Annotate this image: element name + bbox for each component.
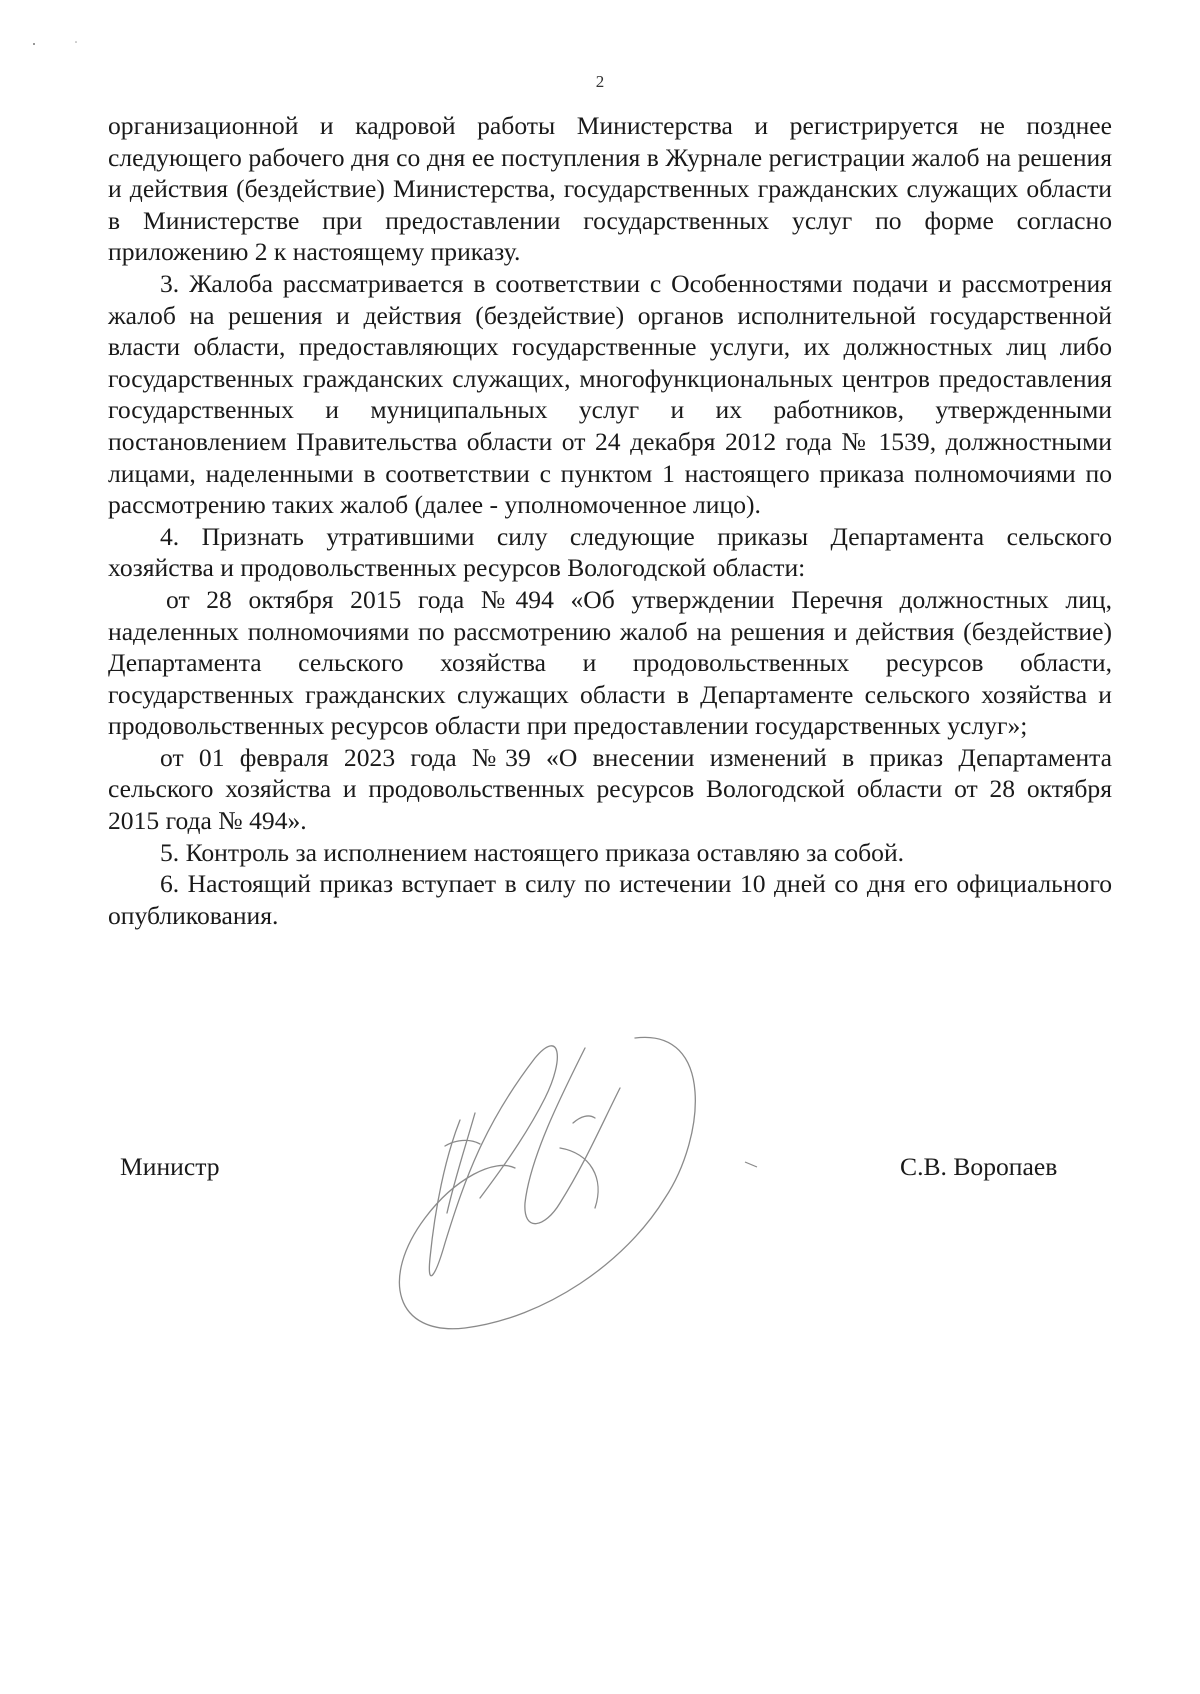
signatory-name: С.В. Воропаев [900,1152,1058,1181]
signatory-position: Министр [120,1152,220,1181]
paragraph-item-3: 3. Жалоба рассматривается в соответствии с Особенностями подачи и рассмотрения жалоб на решения и действия (бездействие) органов исполнительной государственной власти области, предоставляющих государственные услуги, их должностных лиц либо государственных гражданских служащих, многофункциональных центров предоставления государственных и муниципальных услуг и их работников, утвержденными постановлением Правительства области от 24 декабря 2012 года № 1539, должностными лицами, наделенными в соответствии с пунктом 1 настоящего приказа полномочиями по рассмотрению таких жалоб (далее - уполномоченное лицо). [108,268,1112,520]
paragraph-item-4-order-494: от 28 октября 2015 года №494 «Об утверждении Перечня должностных лиц, наделенных полномочиями по рассмотрению жалоб на решения и действия (бездействие) Департамента сельского хозяйства и продовольственных ресурсов области, государственных гражданских служащих области в Департаменте сельского хозяйства и продовольственных ресурсов области при предоставлении государственных услуг»; [108,584,1112,741]
document-body [108,110,1112,931]
paragraph-item-5: 5. Контроль за исполнением настоящего приказа оставляю за собой. [160,837,905,867]
handwritten-signature [385,1028,765,1348]
paragraph-item-4-order-39: от 01 февраля 2023 года №39 «О внесении изменений в приказ Департамента сельского хозяйства и продовольственных ресурсов Вологодской области от 28 октября 2015 года № 494». [108,742,1112,836]
paragraph-item-6: 6. Настоящий приказ вступает в силу по истечении 10 дней со дня его официального опубликования. [108,869,1112,930]
page-number: 2 [595,72,605,91]
scan-specks [30,38,100,48]
paragraph-continuation: организационной и кадровой работы Министерства и регистрируется не позднее следующего рабочего дня со дня ее поступления в Журнале регистрации жалоб на решения и действия (бездействие) Министерства, государственных гражданских служащих области в Министерстве при предоставлении государственных услуг по форме согласно приложению 2 к настоящему приказу. [108,111,1112,267]
paragraph-item-4: 4. Признать утратившими силу следующие приказы Департамента сельского хозяйства и продовольственных ресурсов Вологодской области: [108,521,1112,583]
